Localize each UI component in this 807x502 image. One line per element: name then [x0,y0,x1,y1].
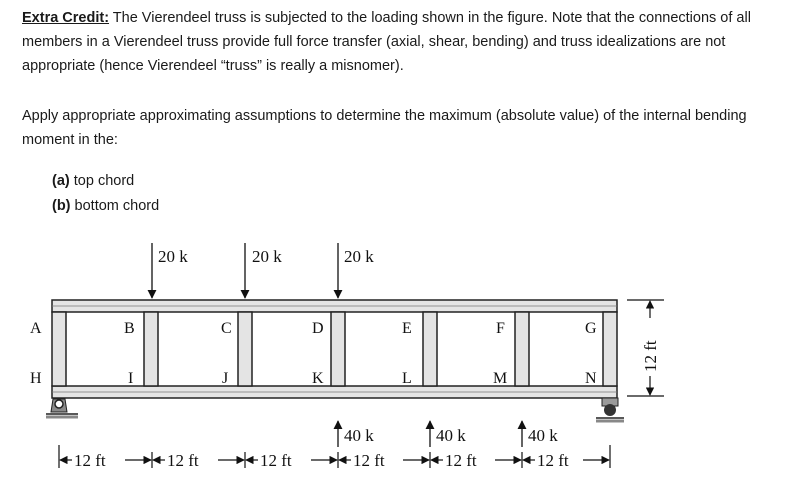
node-m-label: M [493,370,508,387]
node-k-label: K [312,370,324,387]
node-j-label: J [222,370,229,387]
span-dimension-line [59,445,610,468]
extra-credit-label: Extra Credit: [22,10,110,26]
right-roller-support [596,398,624,421]
span-1-label: 12 ft [74,451,106,470]
part-b-text: bottom chord [70,198,160,214]
node-c-label: C [221,320,232,337]
node-f-label: F [496,320,505,337]
part-a-text: top chord [69,173,135,189]
node-e-label: E [402,320,412,337]
node-b-label: B [124,320,135,337]
part-a-tag: (a) [52,173,70,189]
bottom-chord [52,386,617,398]
bottom-load-3-label: 40 k [528,426,558,445]
span-6-label: 12 ft [537,451,569,470]
node-n-label: N [585,370,597,387]
top-chord [52,300,617,312]
vertical-members [52,312,617,386]
height-label: 12 ft [641,340,660,372]
span-2-label: 12 ft [167,451,199,470]
node-l-label: L [402,370,412,387]
left-pin-support [46,399,78,417]
span-5-label: 12 ft [445,451,477,470]
node-h-label: H [30,370,42,387]
span-4-label: 12 ft [353,451,385,470]
node-i-label: I [128,370,134,387]
part-b-tag: (b) [52,198,71,214]
intro-text: The Vierendeel truss is subjected to the loading shown in the figure. Note that the connections of all members in a Vierendeel truss provide full force transfer (axial, shear, bending) and truss idealizations are not appropriate (hence Vierendeel “truss” is really a misnomer). [22,10,751,74]
span-3-label: 12 ft [260,451,292,470]
bottom-load-2-label: 40 k [436,426,466,445]
node-d-label: D [312,320,324,337]
node-g-label: G [585,320,597,337]
top-load-1-label: 20 k [158,247,188,266]
bottom-load-1-label: 40 k [344,426,374,445]
instruction-paragraph: Apply appropriate approximating assumptions to determine the maximum (absolute value) of the internal bending moment in the: [22,108,747,148]
top-load-3-label: 20 k [344,247,374,266]
top-load-2-label: 20 k [252,247,282,266]
node-a-label: A [30,320,42,337]
